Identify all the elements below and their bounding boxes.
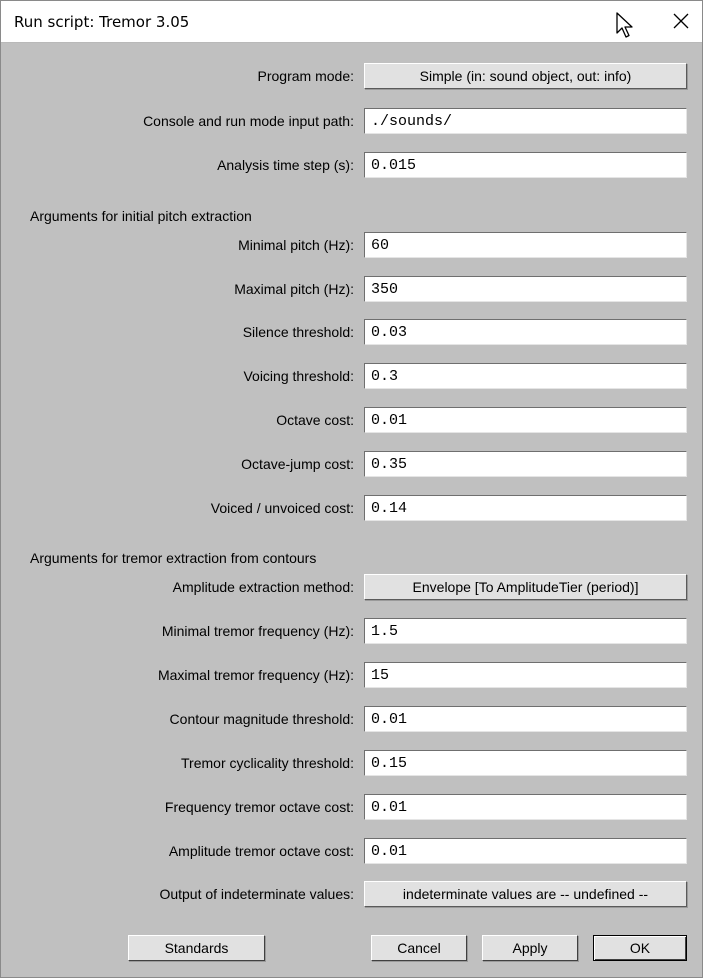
max-tremor-frequency-label: Maximal tremor frequency (Hz): xyxy=(157,667,354,683)
input-path-field[interactable] xyxy=(364,108,687,134)
cyclicality-threshold-label: Tremor cyclicality threshold: xyxy=(181,755,354,771)
octave-cost-field[interactable] xyxy=(364,407,687,433)
octave-cost-label: Octave cost: xyxy=(276,412,354,428)
input-path-row xyxy=(1,108,702,134)
indeterminate-values-label: Output of indeterminate values: xyxy=(159,886,354,902)
octave-jump-cost-label: Octave-jump cost: xyxy=(241,456,354,472)
contour-magnitude-field[interactable] xyxy=(364,706,687,732)
min-tremor-frequency-row xyxy=(1,618,702,644)
frequency-octave-cost-field[interactable] xyxy=(364,794,687,820)
input-path-label: Console and run mode input path: xyxy=(143,113,354,129)
pitch-section-heading: Arguments for initial pitch extraction xyxy=(30,208,252,224)
max-pitch-row xyxy=(1,276,702,302)
contour-magnitude-row xyxy=(1,706,702,732)
silence-threshold-label: Silence threshold: xyxy=(242,324,354,340)
min-pitch-label: Minimal pitch (Hz): xyxy=(238,237,354,253)
amplitude-method-row xyxy=(1,574,702,600)
cancel-button[interactable]: Cancel xyxy=(371,935,467,961)
frequency-octave-cost-row xyxy=(1,794,702,820)
program-mode-row xyxy=(1,63,702,89)
amplitude-octave-cost-row xyxy=(1,838,702,864)
silence-threshold-field[interactable] xyxy=(364,319,687,345)
amplitude-method-label: Amplitude extraction method: xyxy=(172,579,354,595)
min-pitch-row xyxy=(1,232,702,258)
voicing-threshold-row xyxy=(1,363,702,389)
time-step-row xyxy=(1,152,702,178)
program-mode-menu[interactable]: Simple (in: sound object, out: info) xyxy=(364,63,687,89)
contour-magnitude-label: Contour magnitude threshold: xyxy=(169,711,354,727)
mouse-pointer-icon xyxy=(616,12,634,38)
min-tremor-frequency-label: Minimal tremor frequency (Hz): xyxy=(161,623,354,639)
close-icon[interactable] xyxy=(672,12,690,30)
indeterminate-values-menu[interactable]: indeterminate values are -- undefined -- xyxy=(364,881,687,907)
amplitude-method-menu[interactable]: Envelope [To AmplitudeTier (period)] xyxy=(364,574,687,600)
octave-jump-cost-field[interactable] xyxy=(364,451,687,477)
cyclicality-threshold-field[interactable] xyxy=(364,750,687,776)
indeterminate-values-row xyxy=(1,881,702,907)
ok-button[interactable]: OK xyxy=(593,935,687,961)
window-title: Run script: Tremor 3.05 xyxy=(14,13,190,31)
amplitude-octave-cost-label: Amplitude tremor octave cost: xyxy=(168,843,354,859)
max-pitch-label: Maximal pitch (Hz): xyxy=(234,281,354,297)
program-mode-label: Program mode: xyxy=(257,68,354,84)
octave-jump-cost-row xyxy=(1,451,702,477)
silence-threshold-row xyxy=(1,319,702,345)
voicing-threshold-label: Voicing threshold: xyxy=(243,368,354,384)
title-bar xyxy=(1,1,702,43)
time-step-label: Analysis time step (s): xyxy=(217,157,354,173)
max-tremor-frequency-row xyxy=(1,662,702,688)
amplitude-octave-cost-field[interactable] xyxy=(364,838,687,864)
octave-cost-row xyxy=(1,407,702,433)
cyclicality-threshold-row xyxy=(1,750,702,776)
frequency-octave-cost-label: Frequency tremor octave cost: xyxy=(164,799,354,815)
max-pitch-field[interactable] xyxy=(364,276,687,302)
time-step-field[interactable] xyxy=(364,152,687,178)
tremor-section-heading: Arguments for tremor extraction from contours xyxy=(30,550,317,566)
voiced-unvoiced-cost-row xyxy=(1,495,702,521)
min-tremor-frequency-field[interactable] xyxy=(364,618,687,644)
max-tremor-frequency-field[interactable] xyxy=(364,662,687,688)
min-pitch-field[interactable] xyxy=(364,232,687,258)
voicing-threshold-field[interactable] xyxy=(364,363,687,389)
voiced-unvoiced-cost-field[interactable] xyxy=(364,495,687,521)
standards-button[interactable]: Standards xyxy=(128,935,265,961)
apply-button[interactable]: Apply xyxy=(482,935,578,961)
voiced-unvoiced-cost-label: Voiced / unvoiced cost: xyxy=(210,500,354,516)
